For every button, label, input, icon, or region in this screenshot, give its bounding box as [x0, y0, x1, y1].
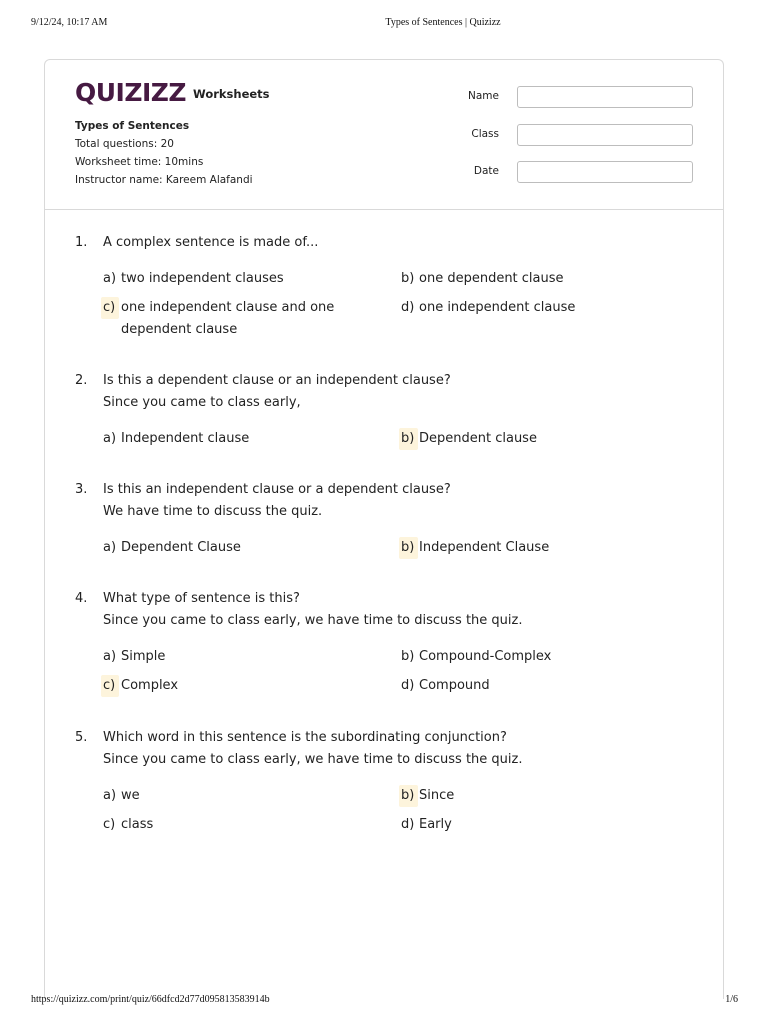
- option-letter: d): [401, 817, 415, 832]
- option-text: Since: [419, 788, 455, 803]
- worksheet-meta: [75, 117, 253, 189]
- option-letter: b): [399, 785, 418, 807]
- name-field[interactable]: [517, 86, 693, 108]
- option-text: Dependent clause: [419, 431, 537, 446]
- worksheet-time: Worksheet time: 10mins: [75, 156, 204, 168]
- question-number: 3.: [75, 482, 88, 497]
- date-field[interactable]: [517, 161, 693, 183]
- quizizz-logo: QUIZIZZ: [75, 78, 187, 107]
- option-text: Compound-Complex: [419, 649, 552, 664]
- class-label: Class: [471, 127, 499, 140]
- option-text: Complex: [121, 678, 179, 693]
- question-subtext: Since you came to class early, we have time to discuss the quiz.: [103, 752, 523, 767]
- question-text: Is this a dependent clause or an independent clause?: [103, 373, 451, 388]
- page-count: 1/6: [725, 994, 738, 1005]
- option-letter: a): [103, 271, 117, 286]
- question-text: A complex sentence is made of...: [103, 235, 319, 250]
- option-letter: b): [401, 271, 415, 286]
- date-label: Date: [473, 165, 499, 177]
- option-letter: a): [103, 649, 117, 664]
- name-label: Name: [468, 90, 499, 102]
- option-letter: c): [101, 675, 119, 697]
- brand-subtitle: Worksheets: [193, 87, 270, 101]
- option-text: class: [121, 817, 154, 832]
- option-letter: c): [103, 817, 116, 832]
- total-questions: Total questions: 20: [75, 138, 174, 150]
- option-letter: b): [399, 537, 418, 559]
- option-text: one independent clause and one dependent clause: [121, 300, 335, 337]
- date-row: [453, 161, 693, 183]
- student-fields: [453, 86, 693, 199]
- question-text: What type of sentence is this?: [103, 591, 300, 606]
- option-text: Independent Clause: [419, 540, 550, 555]
- question-subtext: We have time to discuss the quiz.: [103, 504, 323, 519]
- question-subtext: Since you came to class early, we have time to discuss the quiz.: [103, 613, 523, 628]
- question-number: 5.: [75, 730, 88, 745]
- option-text: we: [121, 788, 140, 803]
- print-footer: [0, 994, 768, 1008]
- option-text: Early: [419, 817, 452, 832]
- option-text: Simple: [121, 649, 166, 664]
- question-number: 4.: [75, 591, 88, 606]
- option-letter: a): [103, 431, 117, 446]
- option-text: two independent clauses: [121, 271, 284, 286]
- option-text: one dependent clause: [419, 271, 564, 286]
- print-doc-title: Types of Sentences | Quizizz: [385, 17, 501, 28]
- worksheet-title: Types of Sentences: [75, 120, 190, 132]
- option-text: Compound: [419, 678, 490, 693]
- option-letter: a): [103, 788, 117, 803]
- option-letter: c): [101, 297, 119, 319]
- worksheet-header: [45, 60, 723, 210]
- print-url: https://quizizz.com/print/quiz/66dfcd2d77d095813583914b: [31, 994, 270, 1005]
- option-letter: b): [401, 649, 415, 664]
- question-number: 2.: [75, 373, 88, 388]
- instructor-name: Instructor name: Kareem Alafandi: [75, 174, 253, 186]
- print-header: [0, 17, 768, 31]
- option-text: Dependent Clause: [121, 540, 241, 555]
- worksheet-card: [44, 59, 724, 999]
- brand: [75, 80, 270, 106]
- question-number: 1.: [75, 235, 88, 250]
- question-text: Which word in this sentence is the subordinating conjunction?: [103, 730, 507, 745]
- option-text: one independent clause: [419, 300, 576, 315]
- question-text: Is this an independent clause or a dependent clause?: [103, 482, 451, 497]
- class-row: [453, 124, 693, 146]
- name-row: [453, 86, 693, 108]
- option-letter: b): [399, 428, 418, 450]
- question-subtext: Since you came to class early,: [103, 395, 301, 410]
- print-datetime: 9/12/24, 10:17 AM: [31, 17, 108, 28]
- option-letter: d): [401, 678, 415, 693]
- class-field[interactable]: [517, 124, 693, 146]
- option-letter: d): [401, 300, 415, 315]
- option-text: Independent clause: [121, 431, 250, 446]
- option-letter: a): [103, 540, 117, 555]
